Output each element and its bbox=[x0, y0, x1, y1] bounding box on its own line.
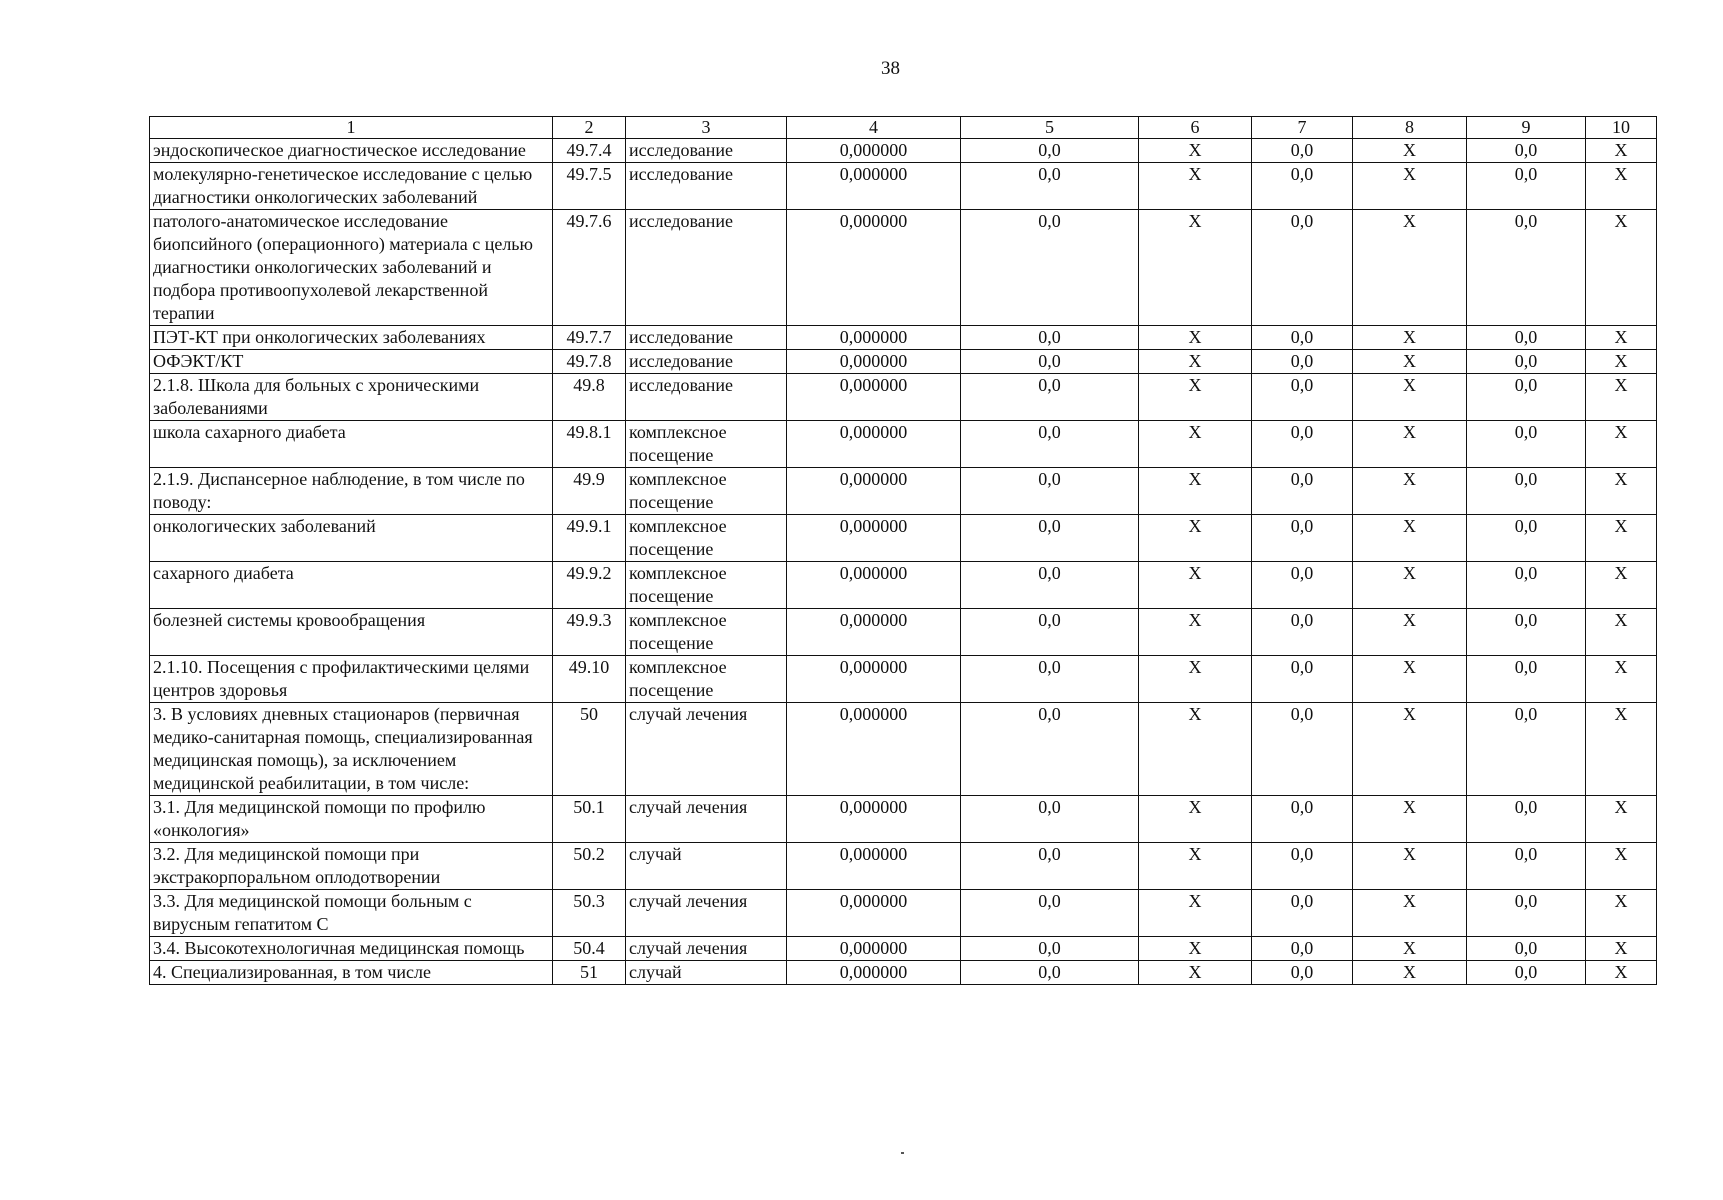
value-cell: 0,0 bbox=[961, 703, 1139, 796]
value-cell: 0,000000 bbox=[787, 515, 961, 562]
mark-cell: X bbox=[1139, 163, 1252, 210]
mark-cell: X bbox=[1139, 609, 1252, 656]
value-cell: 0,000000 bbox=[787, 961, 961, 985]
mark-cell: X bbox=[1139, 796, 1252, 843]
column-number: 6 bbox=[1139, 117, 1252, 139]
row-unit-cell: исследование bbox=[626, 139, 787, 163]
mark-cell: X bbox=[1586, 515, 1657, 562]
value-cell: 0,0 bbox=[1252, 562, 1353, 609]
row-code-cell: 50.4 bbox=[553, 937, 626, 961]
row-unit-cell: исследование bbox=[626, 163, 787, 210]
value-cell: 0,0 bbox=[1467, 703, 1586, 796]
value-cell: 0,0 bbox=[1252, 374, 1353, 421]
value-cell: 0,0 bbox=[961, 843, 1139, 890]
mark-cell: X bbox=[1586, 562, 1657, 609]
column-number-row bbox=[150, 117, 1657, 139]
mark-cell: X bbox=[1586, 843, 1657, 890]
mark-cell: X bbox=[1139, 961, 1252, 985]
mark-cell: X bbox=[1139, 468, 1252, 515]
value-cell: 0,000000 bbox=[787, 326, 961, 350]
row-code-cell: 49.7.5 bbox=[553, 163, 626, 210]
row-unit-cell: исследование bbox=[626, 326, 787, 350]
value-cell: 0,0 bbox=[961, 890, 1139, 937]
mark-cell: X bbox=[1139, 326, 1252, 350]
mark-cell: X bbox=[1586, 374, 1657, 421]
row-code-cell: 50.2 bbox=[553, 843, 626, 890]
row-name-cell: патолого-анатомическое исследование биопсийного (операционного) материала с целью диагностики онкологических заболеваний и подбора противоопухолевой лекарственной терапии bbox=[150, 210, 553, 326]
mark-cell: X bbox=[1353, 656, 1467, 703]
table-row bbox=[150, 163, 1657, 210]
mark-cell: X bbox=[1353, 350, 1467, 374]
row-name-cell: 3.4. Высокотехнологичная медицинская помощь bbox=[150, 937, 553, 961]
mark-cell: X bbox=[1139, 515, 1252, 562]
row-unit-cell: комплексное посещение bbox=[626, 421, 787, 468]
mark-cell: X bbox=[1139, 703, 1252, 796]
mark-cell: X bbox=[1353, 890, 1467, 937]
value-cell: 0,000000 bbox=[787, 703, 961, 796]
mark-cell: X bbox=[1139, 843, 1252, 890]
row-name-cell: молекулярно-генетическое исследование с целью диагностики онкологических заболеваний bbox=[150, 163, 553, 210]
row-unit-cell: исследование bbox=[626, 210, 787, 326]
mark-cell: X bbox=[1586, 210, 1657, 326]
value-cell: 0,000000 bbox=[787, 210, 961, 326]
value-cell: 0,0 bbox=[961, 656, 1139, 703]
row-code-cell: 49.8 bbox=[553, 374, 626, 421]
row-name-cell: школа сахарного диабета bbox=[150, 421, 553, 468]
row-name-cell: ПЭТ-КТ при онкологических заболеваниях bbox=[150, 326, 553, 350]
value-cell: 0,0 bbox=[1467, 139, 1586, 163]
row-code-cell: 49.8.1 bbox=[553, 421, 626, 468]
value-cell: 0,0 bbox=[961, 210, 1139, 326]
scan-speck bbox=[901, 1152, 904, 1154]
mark-cell: X bbox=[1139, 656, 1252, 703]
mark-cell: X bbox=[1586, 703, 1657, 796]
value-cell: 0,0 bbox=[1467, 515, 1586, 562]
row-code-cell: 49.7.7 bbox=[553, 326, 626, 350]
row-unit-cell: случай лечения bbox=[626, 890, 787, 937]
value-cell: 0,000000 bbox=[787, 796, 961, 843]
column-number: 5 bbox=[961, 117, 1139, 139]
value-cell: 0,000000 bbox=[787, 163, 961, 210]
mark-cell: X bbox=[1139, 350, 1252, 374]
value-cell: 0,0 bbox=[1252, 326, 1353, 350]
mark-cell: X bbox=[1353, 937, 1467, 961]
value-cell: 0,0 bbox=[1252, 703, 1353, 796]
value-cell: 0,000000 bbox=[787, 374, 961, 421]
row-name-cell: 2.1.9. Диспансерное наблюдение, в том числе по поводу: bbox=[150, 468, 553, 515]
mark-cell: X bbox=[1586, 163, 1657, 210]
row-code-cell: 50.1 bbox=[553, 796, 626, 843]
value-cell: 0,0 bbox=[1467, 163, 1586, 210]
row-name-cell: 2.1.10. Посещения с профилактическими целями центров здоровья bbox=[150, 656, 553, 703]
value-cell: 0,0 bbox=[1467, 374, 1586, 421]
value-cell: 0,0 bbox=[1467, 656, 1586, 703]
mark-cell: X bbox=[1353, 703, 1467, 796]
row-unit-cell: комплексное посещение bbox=[626, 609, 787, 656]
mark-cell: X bbox=[1353, 210, 1467, 326]
table-row bbox=[150, 609, 1657, 656]
row-code-cell: 50.3 bbox=[553, 890, 626, 937]
row-unit-cell: случай bbox=[626, 961, 787, 985]
value-cell: 0,0 bbox=[1252, 843, 1353, 890]
column-number: 8 bbox=[1353, 117, 1467, 139]
mark-cell: X bbox=[1353, 961, 1467, 985]
value-cell: 0,0 bbox=[961, 350, 1139, 374]
row-unit-cell: случай лечения bbox=[626, 937, 787, 961]
mark-cell: X bbox=[1586, 796, 1657, 843]
value-cell: 0,0 bbox=[961, 609, 1139, 656]
column-number: 2 bbox=[553, 117, 626, 139]
value-cell: 0,000000 bbox=[787, 937, 961, 961]
value-cell: 0,0 bbox=[961, 421, 1139, 468]
row-name-cell: онкологических заболеваний bbox=[150, 515, 553, 562]
row-unit-cell: случай лечения bbox=[626, 703, 787, 796]
mark-cell: X bbox=[1353, 421, 1467, 468]
table-row bbox=[150, 139, 1657, 163]
mark-cell: X bbox=[1586, 421, 1657, 468]
value-cell: 0,0 bbox=[961, 961, 1139, 985]
row-code-cell: 50 bbox=[553, 703, 626, 796]
value-cell: 0,0 bbox=[1467, 210, 1586, 326]
value-cell: 0,000000 bbox=[787, 843, 961, 890]
value-cell: 0,0 bbox=[1252, 656, 1353, 703]
table-row bbox=[150, 937, 1657, 961]
value-cell: 0,0 bbox=[1252, 937, 1353, 961]
value-cell: 0,0 bbox=[961, 374, 1139, 421]
mark-cell: X bbox=[1139, 562, 1252, 609]
mark-cell: X bbox=[1353, 139, 1467, 163]
value-cell: 0,0 bbox=[1252, 139, 1353, 163]
mark-cell: X bbox=[1586, 890, 1657, 937]
row-code-cell: 49.9.1 bbox=[553, 515, 626, 562]
value-cell: 0,0 bbox=[961, 326, 1139, 350]
row-name-cell: 3.1. Для медицинской помощи по профилю «онкология» bbox=[150, 796, 553, 843]
mark-cell: X bbox=[1586, 609, 1657, 656]
value-cell: 0,0 bbox=[1467, 609, 1586, 656]
value-cell: 0,0 bbox=[1252, 163, 1353, 210]
mark-cell: X bbox=[1353, 163, 1467, 210]
mark-cell: X bbox=[1586, 937, 1657, 961]
row-name-cell: 3. В условиях дневных стационаров (первичная медико-санитарная помощь, специализированная медицинская помощь), за исключением медицинской реабилитации, в том числе: bbox=[150, 703, 553, 796]
row-code-cell: 51 bbox=[553, 961, 626, 985]
mark-cell: X bbox=[1586, 961, 1657, 985]
mark-cell: X bbox=[1353, 796, 1467, 843]
mark-cell: X bbox=[1353, 326, 1467, 350]
value-cell: 0,0 bbox=[961, 562, 1139, 609]
value-cell: 0,000000 bbox=[787, 468, 961, 515]
value-cell: 0,0 bbox=[1467, 890, 1586, 937]
row-name-cell: 3.2. Для медицинской помощи при экстракорпоральном оплодотворении bbox=[150, 843, 553, 890]
row-unit-cell: случай лечения bbox=[626, 796, 787, 843]
table-row bbox=[150, 468, 1657, 515]
column-number: 10 bbox=[1586, 117, 1657, 139]
value-cell: 0,0 bbox=[1252, 609, 1353, 656]
value-cell: 0,0 bbox=[961, 937, 1139, 961]
value-cell: 0,000000 bbox=[787, 350, 961, 374]
mark-cell: X bbox=[1139, 937, 1252, 961]
table-body bbox=[150, 117, 1657, 985]
value-cell: 0,0 bbox=[961, 139, 1139, 163]
row-name-cell: болезней системы кровообращения bbox=[150, 609, 553, 656]
mark-cell: X bbox=[1586, 350, 1657, 374]
value-cell: 0,000000 bbox=[787, 609, 961, 656]
value-cell: 0,0 bbox=[961, 163, 1139, 210]
mark-cell: X bbox=[1586, 656, 1657, 703]
column-number: 3 bbox=[626, 117, 787, 139]
mark-cell: X bbox=[1139, 421, 1252, 468]
value-cell: 0,0 bbox=[1467, 937, 1586, 961]
row-code-cell: 49.9.2 bbox=[553, 562, 626, 609]
value-cell: 0,000000 bbox=[787, 421, 961, 468]
value-cell: 0,0 bbox=[1467, 468, 1586, 515]
row-unit-cell: исследование bbox=[626, 374, 787, 421]
mark-cell: X bbox=[1139, 139, 1252, 163]
table-row bbox=[150, 515, 1657, 562]
column-number: 9 bbox=[1467, 117, 1586, 139]
column-number: 7 bbox=[1252, 117, 1353, 139]
value-cell: 0,000000 bbox=[787, 562, 961, 609]
value-cell: 0,0 bbox=[1467, 421, 1586, 468]
value-cell: 0,0 bbox=[1252, 421, 1353, 468]
mark-cell: X bbox=[1353, 374, 1467, 421]
table-row bbox=[150, 890, 1657, 937]
value-cell: 0,0 bbox=[1467, 961, 1586, 985]
value-cell: 0,0 bbox=[1252, 515, 1353, 562]
value-cell: 0,0 bbox=[1252, 796, 1353, 843]
table-row bbox=[150, 326, 1657, 350]
value-cell: 0,0 bbox=[1467, 350, 1586, 374]
table-row bbox=[150, 562, 1657, 609]
value-cell: 0,0 bbox=[1252, 961, 1353, 985]
row-unit-cell: комплексное посещение bbox=[626, 562, 787, 609]
row-name-cell: эндоскопическое диагностическое исследование bbox=[150, 139, 553, 163]
value-cell: 0,0 bbox=[1252, 210, 1353, 326]
value-cell: 0,0 bbox=[1252, 890, 1353, 937]
row-name-cell: 4. Специализированная, в том числе bbox=[150, 961, 553, 985]
row-name-cell: ОФЭКТ/КТ bbox=[150, 350, 553, 374]
row-unit-cell: комплексное посещение bbox=[626, 656, 787, 703]
row-code-cell: 49.9 bbox=[553, 468, 626, 515]
row-code-cell: 49.7.6 bbox=[553, 210, 626, 326]
mark-cell: X bbox=[1353, 515, 1467, 562]
table-row bbox=[150, 210, 1657, 326]
table-row bbox=[150, 843, 1657, 890]
row-unit-cell: комплексное посещение bbox=[626, 468, 787, 515]
column-number: 1 bbox=[150, 117, 553, 139]
mark-cell: X bbox=[1353, 468, 1467, 515]
value-cell: 0,0 bbox=[1467, 843, 1586, 890]
value-cell: 0,0 bbox=[1467, 796, 1586, 843]
row-code-cell: 49.7.8 bbox=[553, 350, 626, 374]
table-row bbox=[150, 656, 1657, 703]
table-row bbox=[150, 796, 1657, 843]
table-row bbox=[150, 350, 1657, 374]
value-cell: 0,0 bbox=[1252, 350, 1353, 374]
mark-cell: X bbox=[1353, 562, 1467, 609]
row-name-cell: 2.1.8. Школа для больных с хроническими заболеваниями bbox=[150, 374, 553, 421]
mark-cell: X bbox=[1586, 326, 1657, 350]
table-row bbox=[150, 421, 1657, 468]
row-unit-cell: комплексное посещение bbox=[626, 515, 787, 562]
value-cell: 0,000000 bbox=[787, 656, 961, 703]
mark-cell: X bbox=[1586, 468, 1657, 515]
row-code-cell: 49.9.3 bbox=[553, 609, 626, 656]
value-cell: 0,0 bbox=[961, 468, 1139, 515]
value-cell: 0,0 bbox=[961, 796, 1139, 843]
value-cell: 0,000000 bbox=[787, 139, 961, 163]
page-number: 38 bbox=[881, 58, 900, 79]
table-row bbox=[150, 374, 1657, 421]
column-number: 4 bbox=[787, 117, 961, 139]
row-unit-cell: случай bbox=[626, 843, 787, 890]
mark-cell: X bbox=[1353, 609, 1467, 656]
data-table bbox=[149, 116, 1657, 985]
row-unit-cell: исследование bbox=[626, 350, 787, 374]
row-name-cell: 3.3. Для медицинской помощи больным с вирусным гепатитом С bbox=[150, 890, 553, 937]
value-cell: 0,0 bbox=[1467, 326, 1586, 350]
value-cell: 0,000000 bbox=[787, 890, 961, 937]
mark-cell: X bbox=[1586, 139, 1657, 163]
value-cell: 0,0 bbox=[1252, 468, 1353, 515]
mark-cell: X bbox=[1139, 374, 1252, 421]
mark-cell: X bbox=[1139, 210, 1252, 326]
value-cell: 0,0 bbox=[1467, 562, 1586, 609]
row-code-cell: 49.7.4 bbox=[553, 139, 626, 163]
row-code-cell: 49.10 bbox=[553, 656, 626, 703]
row-name-cell: сахарного диабета bbox=[150, 562, 553, 609]
mark-cell: X bbox=[1139, 890, 1252, 937]
value-cell: 0,0 bbox=[961, 515, 1139, 562]
table-row bbox=[150, 961, 1657, 985]
mark-cell: X bbox=[1353, 843, 1467, 890]
table-row bbox=[150, 703, 1657, 796]
